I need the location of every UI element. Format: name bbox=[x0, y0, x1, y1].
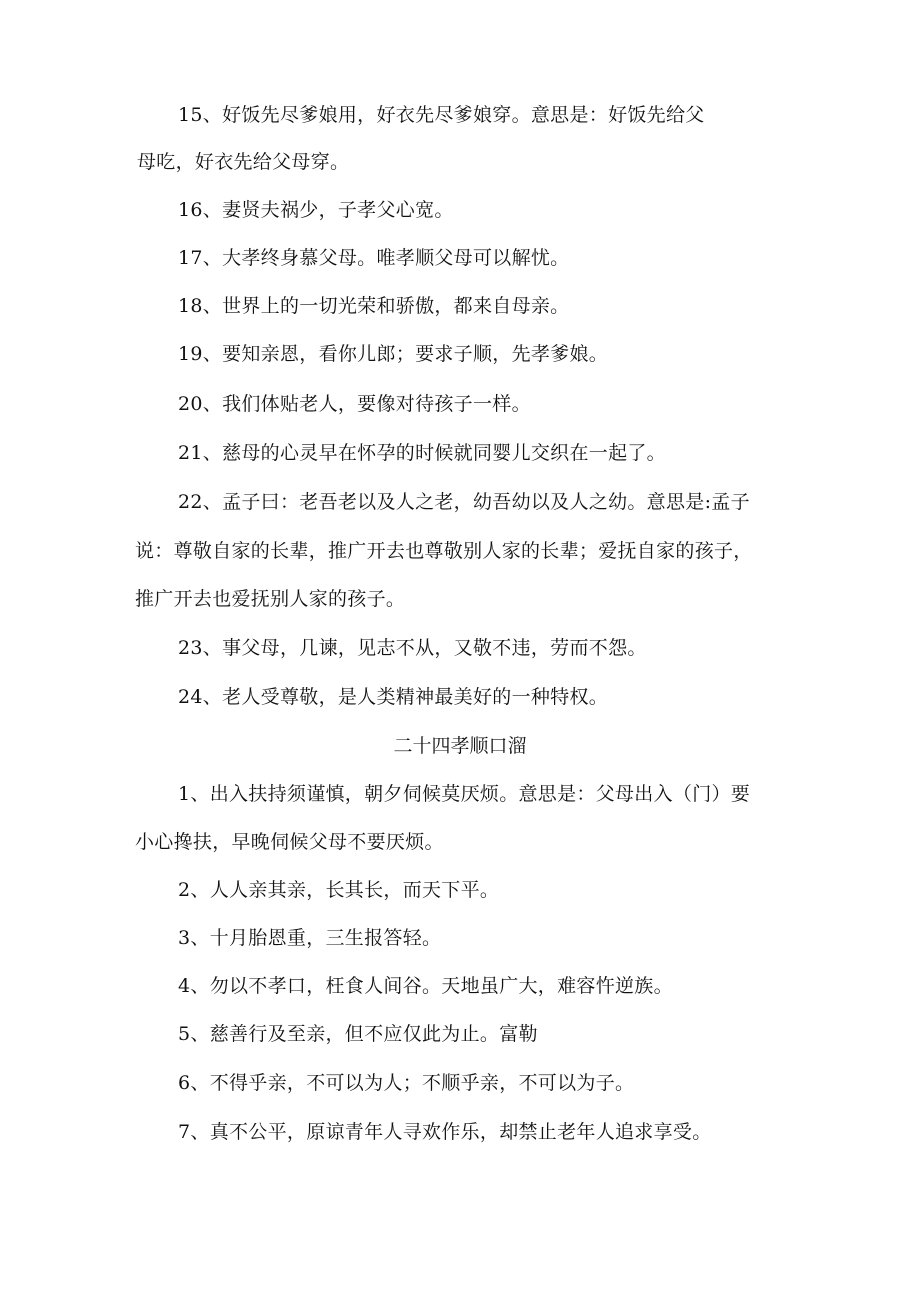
paragraph-22-line-3: 推广开去也爱抚别人家的孩子。 bbox=[135, 588, 406, 610]
paragraph-23: 23、事父母，几谏，见志不从，又敬不违，劳而不怨。 bbox=[178, 637, 647, 659]
paragraph-19: 19、要知亲恩，看你儿郎；要求子顺，先孝爹娘。 bbox=[178, 343, 609, 365]
paragraph-16: 16、妻贤夫祸少，子孝父心宽。 bbox=[178, 199, 454, 221]
paragraph-15-line-2: 母吃，好衣先给父母穿。 bbox=[137, 151, 350, 173]
paragraph-22-line-2: 说：尊敬自家的长辈，推广开去也尊敬别人家的长辈；爱抚自家的孩子， bbox=[135, 540, 753, 562]
item-5: 5、慈善行及至亲，但不应仅此为止。富勒 bbox=[178, 1023, 538, 1045]
item-7: 7、真不公平，原谅青年人寻欢作乐，却禁止老年人追求享受。 bbox=[178, 1121, 712, 1143]
item-1-line-1: 1、出入扶持须谨慎，朝夕伺候莫厌烦。意思是：父母出入（门）要 bbox=[178, 783, 751, 805]
item-6: 6、不得乎亲，不可以为人；不顺乎亲，不可以为子。 bbox=[178, 1072, 635, 1094]
paragraph-18: 18、世界上的一切光荣和骄傲，都来自母亲。 bbox=[178, 295, 570, 317]
item-2: 2、人人亲其亲，长其长，而天下平。 bbox=[178, 879, 500, 901]
paragraph-22-line-1: 22、孟子曰：老吾老以及人之老，幼吾幼以及人之幼。意思是:孟子 bbox=[178, 491, 750, 513]
item-3: 3、十月胎恩重，三生报答轻。 bbox=[178, 927, 442, 949]
paragraph-21: 21、慈母的心灵早在怀孕的时候就同婴儿交织在一起了。 bbox=[178, 442, 666, 464]
paragraph-17: 17、大孝终身慕父母。唯孝顺父母可以解忧。 bbox=[178, 247, 570, 269]
section-heading: 二十四孝顺口溜 bbox=[393, 735, 527, 757]
paragraph-15-line-1: 15、好饭先尽爹娘用，好衣先尽爹娘穿。意思是：好饭先给父 bbox=[178, 104, 705, 126]
item-4: 4、勿以不孝口，枉食人间谷。天地虽广大，难容忤逆族。 bbox=[178, 975, 673, 997]
paragraph-20: 20、我们体贴老人，要像对待孩子一样。 bbox=[178, 393, 531, 415]
paragraph-24: 24、老人受尊敬，是人类精神最美好的一种特权。 bbox=[178, 686, 609, 708]
item-1-line-2: 小心搀扶，早晚伺候父母不要厌烦。 bbox=[135, 831, 444, 853]
